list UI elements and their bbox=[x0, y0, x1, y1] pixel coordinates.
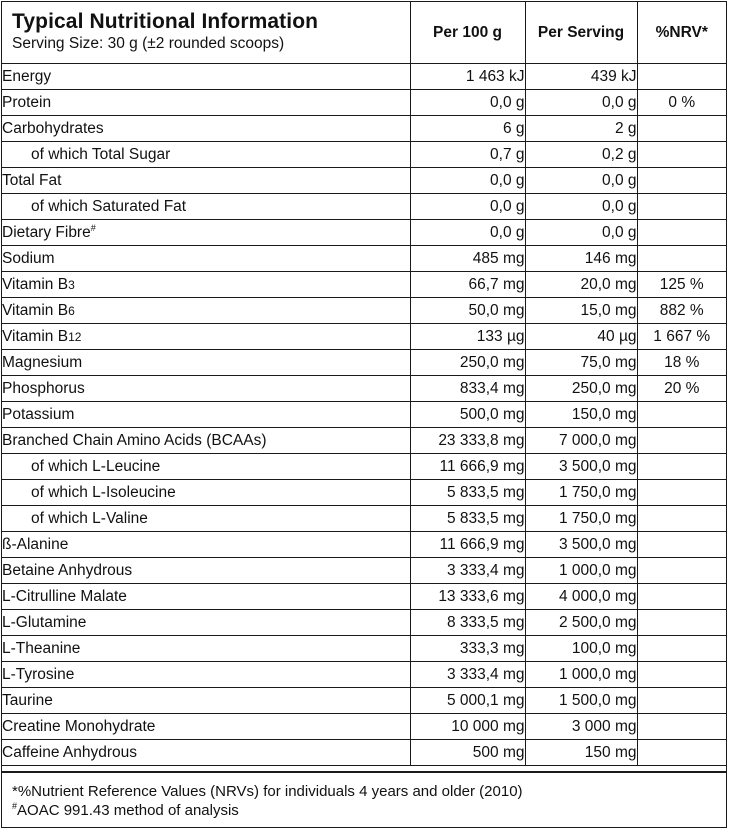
nutrient-name: L-Tyrosine bbox=[2, 662, 410, 688]
value-per-serving: 1 750,0 mg bbox=[525, 506, 637, 532]
footnote-nrv: *%Nutrient Reference Values (NRVs) for individuals 4 years and older (2010) bbox=[12, 783, 523, 800]
value-per-serving: 146 mg bbox=[525, 246, 637, 272]
nutrient-name: Creatine Monohydrate bbox=[2, 714, 410, 740]
value-nrv bbox=[637, 532, 726, 558]
value-per-serving: 3 500,0 mg bbox=[525, 532, 637, 558]
value-per-serving: 1 000,0 mg bbox=[525, 662, 637, 688]
table-row bbox=[2, 740, 726, 766]
value-per-serving: 150,0 mg bbox=[525, 402, 637, 428]
value-per-serving: 150 mg bbox=[525, 740, 637, 766]
value-per-100g: 5 833,5 mg bbox=[410, 506, 525, 532]
value-per-100g: 8 333,5 mg bbox=[410, 610, 525, 636]
value-per-serving: 1 500,0 mg bbox=[525, 688, 637, 714]
value-per-serving: 1 750,0 mg bbox=[525, 480, 637, 506]
value-per-serving: 439 kJ bbox=[525, 64, 637, 90]
value-per-100g: 23 333,8 mg bbox=[410, 428, 525, 454]
value-nrv bbox=[637, 454, 726, 480]
table-row bbox=[2, 90, 726, 116]
value-per-100g: 500 mg bbox=[410, 740, 525, 766]
value-nrv bbox=[637, 584, 726, 610]
nutrient-name: Magnesium bbox=[2, 350, 410, 376]
value-per-100g: 50,0 mg bbox=[410, 298, 525, 324]
value-per-serving: 4 000,0 mg bbox=[525, 584, 637, 610]
value-nrv: 1 667 % bbox=[637, 324, 726, 350]
value-per-serving: 7 000,0 mg bbox=[525, 428, 637, 454]
table-row bbox=[2, 142, 726, 168]
value-per-100g: 6 g bbox=[410, 116, 525, 142]
value-per-serving: 3 000 mg bbox=[525, 714, 637, 740]
value-per-serving: 15,0 mg bbox=[525, 298, 637, 324]
value-per-serving: 0,0 g bbox=[525, 194, 637, 220]
value-nrv bbox=[637, 688, 726, 714]
value-nrv: 18 % bbox=[637, 350, 726, 376]
nutrient-name: Potassium bbox=[2, 402, 410, 428]
value-per-serving: 2 500,0 mg bbox=[525, 610, 637, 636]
table-row bbox=[2, 350, 726, 376]
value-per-serving: 100,0 mg bbox=[525, 636, 637, 662]
value-nrv bbox=[637, 64, 726, 90]
nutrient-name: Vitamin B bbox=[2, 327, 69, 345]
col-header-per-100g: Per 100 g bbox=[410, 2, 525, 64]
nutrient-name: L-Theanine bbox=[2, 636, 410, 662]
table-row bbox=[2, 662, 726, 688]
value-nrv bbox=[637, 740, 726, 766]
value-nrv bbox=[637, 714, 726, 740]
value-per-100g: 0,0 g bbox=[410, 220, 525, 246]
value-nrv bbox=[637, 662, 726, 688]
table-row bbox=[2, 272, 726, 298]
nutrient-name: L-Citrulline Malate bbox=[2, 584, 410, 610]
nutrient-name-cell bbox=[2, 324, 410, 350]
value-nrv bbox=[637, 636, 726, 662]
footnote-mark: # bbox=[90, 222, 96, 233]
value-per-serving: 0,2 g bbox=[525, 142, 637, 168]
table-header-row bbox=[2, 2, 726, 64]
table-row bbox=[2, 246, 726, 272]
nutrient-name: Total Fat bbox=[2, 168, 410, 194]
nutrient-name: Energy bbox=[2, 64, 410, 90]
col-header-nrv: %NRV* bbox=[637, 2, 726, 64]
value-nrv bbox=[637, 610, 726, 636]
value-per-100g: 10 000 mg bbox=[410, 714, 525, 740]
value-per-serving: 75,0 mg bbox=[525, 350, 637, 376]
table-row bbox=[2, 116, 726, 142]
footnote-fibre-text: AOAC 991.43 method of analysis bbox=[17, 802, 239, 819]
nutrient-name-cell bbox=[2, 272, 410, 298]
table-row bbox=[2, 428, 726, 454]
footnotes bbox=[2, 771, 726, 827]
value-per-100g: 485 mg bbox=[410, 246, 525, 272]
table-row bbox=[2, 480, 726, 506]
table-row bbox=[2, 168, 726, 194]
table-row bbox=[2, 558, 726, 584]
vitamin-subscript: 6 bbox=[68, 303, 75, 318]
value-per-serving: 3 500,0 mg bbox=[525, 454, 637, 480]
nutrient-name: Phosphorus bbox=[2, 376, 410, 402]
nutrient-name: of which L-Valine bbox=[2, 506, 410, 532]
nutrient-name: L-Glutamine bbox=[2, 610, 410, 636]
value-nrv: 0 % bbox=[637, 90, 726, 116]
table-row bbox=[2, 532, 726, 558]
value-per-100g: 833,4 mg bbox=[410, 376, 525, 402]
value-per-100g: 0,0 g bbox=[410, 194, 525, 220]
table-row bbox=[2, 688, 726, 714]
value-per-serving: 250,0 mg bbox=[525, 376, 637, 402]
nutrient-name: of which L-Isoleucine bbox=[2, 480, 410, 506]
value-nrv bbox=[637, 194, 726, 220]
value-nrv bbox=[637, 168, 726, 194]
nutrient-name-cell bbox=[2, 298, 410, 324]
value-per-100g: 5 000,1 mg bbox=[410, 688, 525, 714]
value-per-serving: 0,0 g bbox=[525, 90, 637, 116]
table-row bbox=[2, 64, 726, 90]
title-cell bbox=[2, 2, 410, 64]
nutrition-table bbox=[2, 2, 726, 766]
table-row bbox=[2, 454, 726, 480]
nutrient-name: Sodium bbox=[2, 246, 410, 272]
value-per-100g: 1 463 kJ bbox=[410, 64, 525, 90]
value-per-serving: 2 g bbox=[525, 116, 637, 142]
value-per-serving: 40 µg bbox=[525, 324, 637, 350]
table-row bbox=[2, 402, 726, 428]
value-per-100g: 500,0 mg bbox=[410, 402, 525, 428]
table-row bbox=[2, 324, 726, 350]
table-row bbox=[2, 298, 726, 324]
value-nrv bbox=[637, 116, 726, 142]
nutrient-name: Taurine bbox=[2, 688, 410, 714]
table-row bbox=[2, 714, 726, 740]
value-nrv bbox=[637, 142, 726, 168]
value-per-100g: 11 666,9 mg bbox=[410, 532, 525, 558]
value-nrv bbox=[637, 428, 726, 454]
value-per-100g: 250,0 mg bbox=[410, 350, 525, 376]
table-row bbox=[2, 376, 726, 402]
nutrient-name: of which Saturated Fat bbox=[2, 194, 410, 220]
value-nrv bbox=[637, 480, 726, 506]
table-row bbox=[2, 506, 726, 532]
table-row bbox=[2, 610, 726, 636]
footnote-fibre bbox=[12, 801, 726, 820]
value-nrv: 20 % bbox=[637, 376, 726, 402]
value-per-100g: 13 333,6 mg bbox=[410, 584, 525, 610]
value-per-100g: 333,3 mg bbox=[410, 636, 525, 662]
value-per-100g: 3 333,4 mg bbox=[410, 558, 525, 584]
nutrient-name: of which L-Leucine bbox=[2, 454, 410, 480]
vitamin-subscript: 3 bbox=[68, 277, 75, 292]
value-nrv: 125 % bbox=[637, 272, 726, 298]
table-row bbox=[2, 194, 726, 220]
nutrient-name: Caffeine Anhydrous bbox=[2, 740, 410, 766]
table-title: Typical Nutritional Information bbox=[12, 10, 319, 33]
value-per-100g: 0,7 g bbox=[410, 142, 525, 168]
value-nrv bbox=[637, 402, 726, 428]
value-per-100g: 5 833,5 mg bbox=[410, 480, 525, 506]
value-per-100g: 0,0 g bbox=[410, 168, 525, 194]
serving-size: Serving Size: 30 g (±2 rounded scoops) bbox=[12, 35, 285, 52]
nutrient-name: Vitamin B bbox=[2, 275, 69, 293]
value-per-serving: 20,0 mg bbox=[525, 272, 637, 298]
nutrition-panel bbox=[1, 1, 727, 828]
vitamin-subscript: 12 bbox=[68, 329, 82, 344]
nutrient-name: of which Total Sugar bbox=[2, 142, 410, 168]
value-per-100g: 11 666,9 mg bbox=[410, 454, 525, 480]
value-nrv: 882 % bbox=[637, 298, 726, 324]
table-row bbox=[2, 636, 726, 662]
value-per-100g: 133 µg bbox=[410, 324, 525, 350]
value-per-serving: 0,0 g bbox=[525, 220, 637, 246]
value-per-100g: 3 333,4 mg bbox=[410, 662, 525, 688]
value-nrv bbox=[637, 506, 726, 532]
value-nrv bbox=[637, 220, 726, 246]
value-per-serving: 1 000,0 mg bbox=[525, 558, 637, 584]
value-per-100g: 0,0 g bbox=[410, 90, 525, 116]
value-nrv bbox=[637, 246, 726, 272]
table-row bbox=[2, 220, 726, 246]
nutrient-name: Betaine Anhydrous bbox=[2, 558, 410, 584]
nutrient-name: Branched Chain Amino Acids (BCAAs) bbox=[2, 428, 410, 454]
col-header-per-serving: Per Serving bbox=[525, 2, 637, 64]
nutrient-name: Vitamin B bbox=[2, 301, 69, 319]
footnote-mark: # bbox=[12, 801, 18, 811]
value-per-serving: 0,0 g bbox=[525, 168, 637, 194]
nutrient-name: Dietary Fibre bbox=[2, 223, 91, 241]
nutrient-name-cell bbox=[2, 220, 410, 246]
nutrient-name: ß-Alanine bbox=[2, 532, 410, 558]
table-row bbox=[2, 584, 726, 610]
value-per-100g: 66,7 mg bbox=[410, 272, 525, 298]
nutrient-name: Protein bbox=[2, 90, 410, 116]
value-nrv bbox=[637, 558, 726, 584]
nutrient-name: Carbohydrates bbox=[2, 116, 410, 142]
